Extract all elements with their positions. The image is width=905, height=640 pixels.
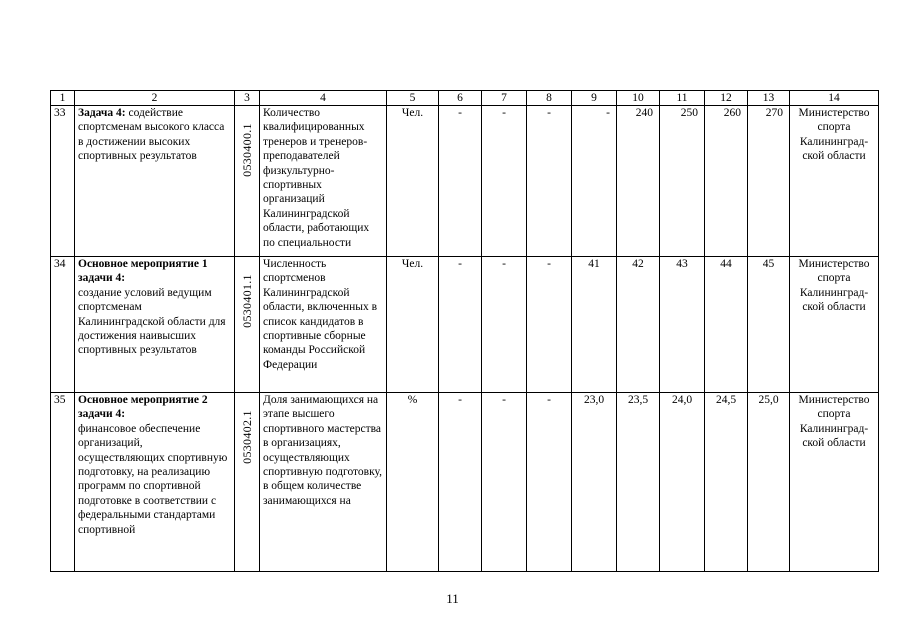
task-title: Задача 4: [78,107,126,119]
header-cell: 14 [790,91,879,106]
value-cell: 25,0 [748,393,790,572]
value-cell: - [482,257,527,393]
value-cell: - [439,393,482,572]
value-cell: - [482,106,527,257]
value-cell: 43 [660,257,705,393]
value-cell: 240 [617,106,660,257]
value-cell: 42 [617,257,660,393]
task-cell [75,106,235,257]
page-number: 11 [446,591,459,606]
value-cell: 24,5 [705,393,748,572]
indicator-cell: Доля занимающихся на этапе высшего спортивного мастерства в организациях, осуществляющих спортивную подготовку, в общем количестве занимающихся на [260,393,387,572]
value-cell: - [527,257,572,393]
indicators-table [50,90,879,572]
value-cell: 23,5 [617,393,660,572]
value-cell: - [482,393,527,572]
code-cell [235,257,260,393]
value-cell: 23,0 [572,393,617,572]
code-cell [235,106,260,257]
org-cell: Министерство спорта Калининград-ской области [790,106,879,257]
header-row [51,91,879,106]
header-cell: 7 [482,91,527,106]
indicator-cell: Количество квалифицированных тренеров и тренеров-преподавателей физкультурно-спортивных организаций Калининградской области, работающих по специальности [260,106,387,257]
value-cell: 250 [660,106,705,257]
header-cell: 12 [705,91,748,106]
value-cell: - [527,393,572,572]
header-cell: 10 [617,91,660,106]
header-cell: 8 [527,91,572,106]
code-text: 0530401.1 [239,274,254,328]
value-cell: - [527,106,572,257]
task-text: содействие спортсменам высокого класса в достижении высоких спортивных результатов [78,107,225,163]
header-cell: 9 [572,91,617,106]
value-cell: - [439,257,482,393]
task-title: Основное мероприятие 1 задачи 4: [78,258,208,285]
org-cell: Министерство спорта Калининград-ской области [790,257,879,393]
task-text: создание условий ведущим спортсменам Калининградской области для достижения наивысших спортивных результатов [78,286,226,357]
header-cell: 13 [748,91,790,106]
value-cell: 41 [572,257,617,393]
header-cell: 11 [660,91,705,106]
value-cell: 24,0 [660,393,705,572]
org-cell: Министерство спорта Калининград-ской области [790,393,879,572]
indicator-cell: Численность спортсменов Калининградской области, включенных в список кандидатов в спортивные сборные команды Российской Федерации [260,257,387,393]
code-text: 0530400.1 [239,123,254,177]
task-text: финансовое обеспечение организаций, осуществляющих спортивную подготовку, на реализацию программ по спортивной подготовке в соответствии с федеральными стандартами спортивной [78,422,228,536]
row-number: 34 [51,257,75,393]
value-cell: 44 [705,257,748,393]
value-cell: 260 [705,106,748,257]
header-cell: 4 [260,91,387,106]
header-cell: 6 [439,91,482,106]
header-cell: 2 [75,91,235,106]
task-title: Основное мероприятие 2 задачи 4: [78,394,208,421]
unit-cell: Чел. [387,106,439,257]
code-cell [235,393,260,572]
header-cell: 1 [51,91,75,106]
code-text: 0530402.1 [239,410,254,464]
unit-cell: % [387,393,439,572]
value-cell: - [572,106,617,257]
value-cell: 270 [748,106,790,257]
task-cell [75,393,235,572]
table-row [51,106,879,257]
header-cell: 3 [235,91,260,106]
task-cell [75,257,235,393]
table-row [51,393,879,572]
row-number: 35 [51,393,75,572]
value-cell: 45 [748,257,790,393]
table-row [51,257,879,393]
value-cell: - [439,106,482,257]
row-number: 33 [51,106,75,257]
unit-cell: Чел. [387,257,439,393]
header-cell: 5 [387,91,439,106]
